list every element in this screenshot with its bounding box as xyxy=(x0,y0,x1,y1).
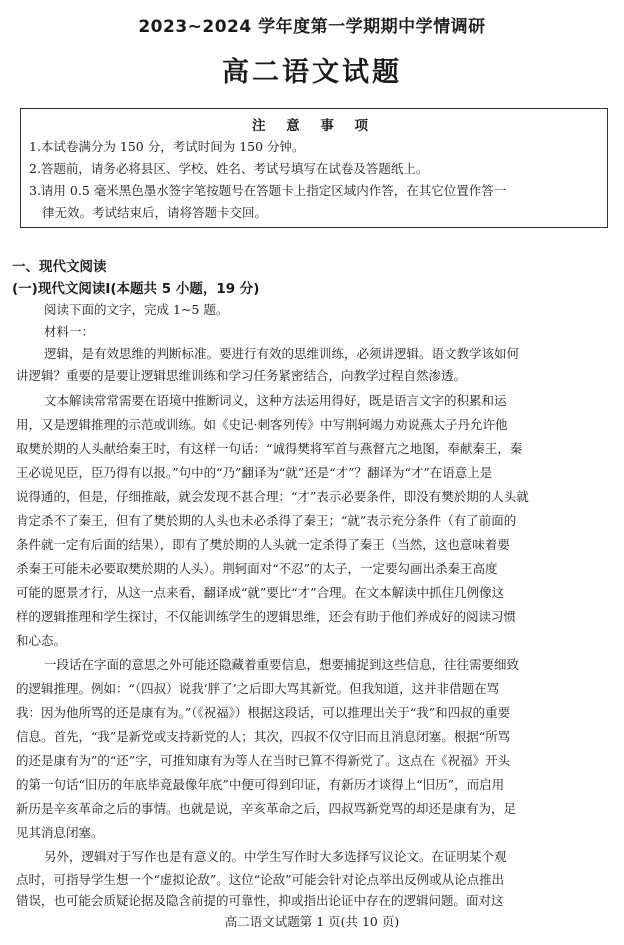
instruction: 阅读下面的文字，完成 1~5 题。 xyxy=(44,302,229,317)
passage-line: 说得通的，但是，仔细推敲，就会发现不甚合理：“才”表示必要条件，即没有樊於期的人头就 xyxy=(16,489,529,504)
section-heading: 一、现代文阅读 xyxy=(12,259,107,275)
passage-line: 王必说见臣，臣乃得有以报。”句中的“乃”翻译为“就”还是“才”？翻译为“才”在语意上是 xyxy=(16,465,493,480)
notice-item-3-cont: 律无效。考试结束后，请将答题卡交回。 xyxy=(42,205,268,220)
notice-item-1: 1.本试卷满分为 150 分，考试时间为 150 分钟。 xyxy=(29,139,305,154)
passage-line: 的逻辑推理。例如：“（四叔）说我‘胖了’之后即大骂其新党。但我知道，这并非借题在骂 xyxy=(16,681,500,696)
passage-line: 我：因为他所骂的还是康有为。”（《祝福》）根据这段话，可以推理出关于“我”和四叔的重要 xyxy=(16,705,511,720)
page-footer: 高二语文试题第 1 页(共 10 页) xyxy=(224,914,400,929)
notice-item-3: 3.请用 0.5 毫米黑色墨水签字笔按题号在答题卡上指定区域内作答，在其它位置作答一 xyxy=(29,183,507,198)
passage-line: 另外，逻辑对于写作也是有意义的。中学生写作时大多选择写议论文。在证明某个观 xyxy=(44,849,507,864)
passage-line: 样的逻辑推理和学生探讨，不仅能训练学生的逻辑思维，还会有助于他们养成好的阅读习惯 xyxy=(16,609,517,624)
passage-line: 一段话在字面的意思之外可能还隐藏着重要信息，想要捕捉到这些信息，往往需要细致 xyxy=(44,657,520,672)
notice-item-2: 2.答题前，请务必将县区、学校、姓名、考试号填写在试卷及答题纸上。 xyxy=(29,161,429,176)
material-label: 材料一： xyxy=(44,324,95,339)
passage-line: 错误，也可能会质疑论据及隐含前提的可靠性，抑或指出论证中存在的逻辑问题。面对这 xyxy=(16,893,504,908)
subsection-heading: (一)现代文阅读Ⅰ(本题共 5 小题，19 分) xyxy=(12,281,260,297)
notice-title: 注 意 事 项 xyxy=(251,118,377,134)
passage-line: 取樊於期的人头献给秦王时，有这样一句话：“诚得樊将军首与燕督亢之地图，奉献秦王，秦 xyxy=(16,441,523,456)
passage-line: 文本解读常常需要在语境中推断词义，这种方法运用得好，既是语言文字的积累和运 xyxy=(44,393,507,408)
passage-line: 肯定杀不了秦王，但有了樊於期的人头也未必杀得了秦王；“就”表示充分条件（有了前面的 xyxy=(16,513,517,528)
passage-line: 杀秦王可能未必要取樊於期的人头）。荆轲面对“不忍”的太子，一定要勾画出杀秦王高度 xyxy=(16,561,498,576)
passage-line: 点时，可指导学生想一个“虚拟论敌”。这位“论敌”可能会针对论点举出反例或从论点推出 xyxy=(16,872,505,887)
passage-line: 和心态。 xyxy=(16,633,67,648)
notice-box xyxy=(20,108,608,228)
passage-line: 信息。首先，“我”是新党或支持新党的人；其次，四叔不仅守旧而且消息闭塞。根据“所骂 xyxy=(16,729,511,744)
passage-line: 逻辑，是有效思维的判断标准。要进行有效的思维训练，必须讲逻辑。语文教学该如何 xyxy=(44,346,520,361)
exam-header: 2023~2024 学年度第一学期期中学情调研 xyxy=(138,17,486,37)
page-title: 高二语文试题 xyxy=(222,57,402,88)
passage-line: 的还是康有为”的“还”字，可推知康有为等人在当时已算不得新党了。这点在《祝福》开头 xyxy=(16,753,511,768)
passage-line: 的第一句话“旧历的年底毕竟最像年底”中便可得到印证，有新历才谈得上“旧历”，而启用 xyxy=(16,777,505,792)
passage-line: 见其消息闭塞。 xyxy=(16,825,104,840)
passage-line: 可能的愿景才行，从这一点来看，翻译成“就”要比“才”合理。在文本解读中抓住几例像这 xyxy=(16,585,505,600)
passage-line: 讲逻辑？重要的是要让逻辑思维训练和学习任务紧密结合，向教学过程自然渗透。 xyxy=(16,368,467,383)
passage-line: 条件就一定有后面的结果），即有了樊於期的人头就一定杀得了秦王（当然，这也意味着要 xyxy=(16,537,510,552)
passage-line: 用，又是逻辑推理的示范或训练。如《史记·刺客列传》中写荆轲竭力劝说燕太子丹允许他 xyxy=(16,417,508,432)
passage-line: 新历是辛亥革命之后的事情。也就是说，辛亥革命之后，四叔骂新党骂的却还是康有为，足 xyxy=(16,801,517,816)
